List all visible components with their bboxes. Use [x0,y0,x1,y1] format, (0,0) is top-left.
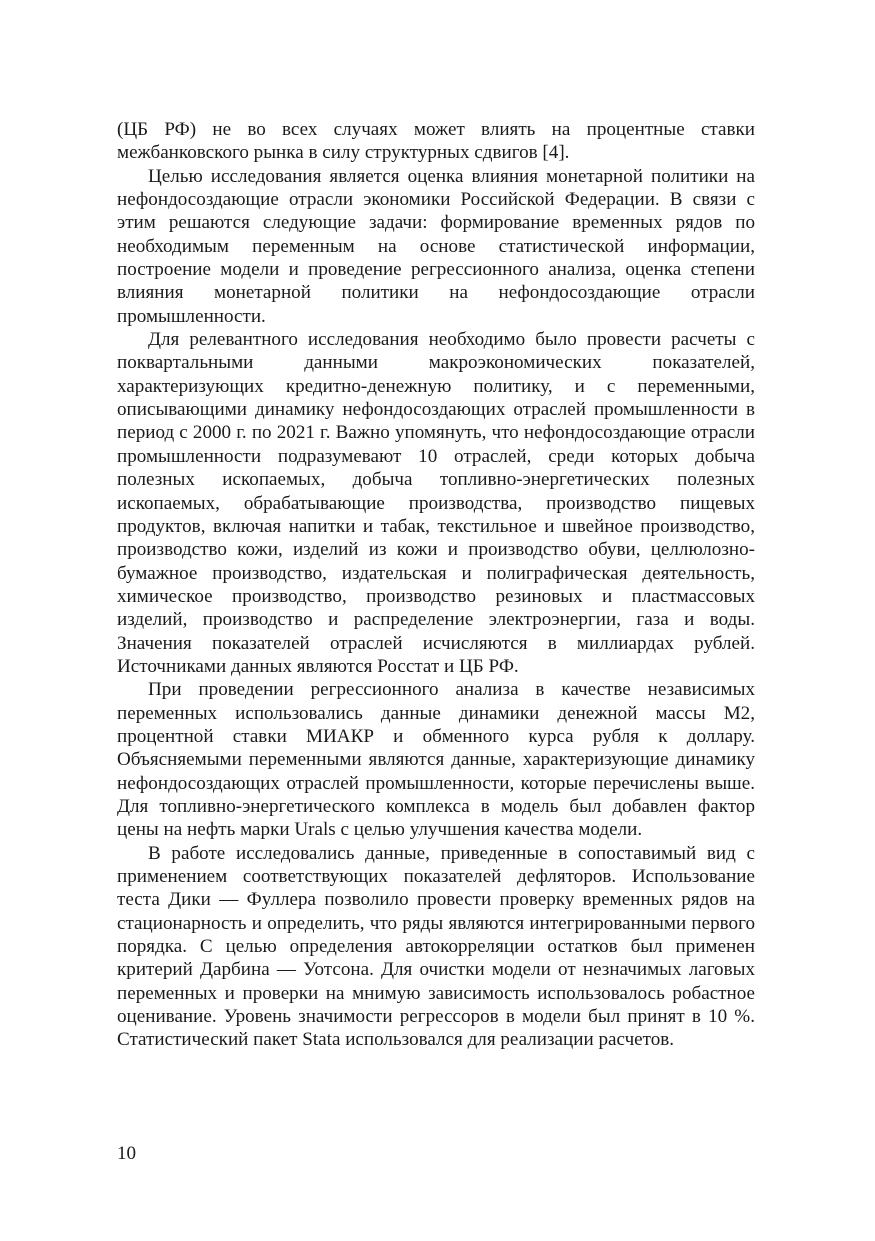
body-text [117,118,755,1052]
paragraph-methodology: В работе исследовались данные, приведенные в сопоставимый вид с применением соответствующих показателей дефляторов. Использование теста Дики — Фуллера позволило провести проверку временных рядов на стационарность и определить, что ряды являются интегрированными первого порядка. С целью определения автокорреляции остатков был применен критерий Дарбина — Уотсона. Для очистки модели от незначимых лаговых переменных и проверки на мнимую зависимость использовалось робастное оценивание. Уровень значимости регрессоров в модели был принят в 10 %. Статистический пакет Stata использовался для реализации расчетов. [117,842,755,1051]
paragraph-research-goal: Целью исследования является оценка влияния монетарной политики на нефондосоздающие отрасли экономики Российской Федерации. В связи с этим решаются следующие задачи: формирование временных рядов по необходимым переменным на основе статистической информации, построение модели и проведение регрессионного анализа, оценка степени влияния монетарной политики на нефондосоздающие отрасли промышленности. [117,165,755,327]
paragraph-data-description: Для релевантного исследования необходимо было провести расчеты с поквартальными данными макроэкономических показателей, характеризующих кредитно-денежную политику, и с переменными, описывающими динамику нефондосоздающих отраслей промышленности в период с 2000 г. по 2021 г. Важно упомянуть, что нефондосоздающие отрасли промышленности подразумевают 10 отраслей, среди которых добыча полезных ископаемых, добыча топливно-энергетических полезных ископаемых, обрабатывающие производства, производство пищевых продуктов, включая напитки и табак, текстильное и швейное производство, производство кожи, изделий из кожи и производство обуви, целлюлозно-бумажное производство, издательская и полиграфическая деятельность, химическое производство, производство резиновых и пластмассовых изделий, производство и распределение электроэнергии, газа и воды. Значения показателей отраслей исчисляются в миллиардах рублей. Источниками данных являются Росстат и ЦБ РФ. [117,329,755,677]
paragraph-continued: (ЦБ РФ) не во всех случаях может влиять на процентные ставки межбанковского рынка в силу структурных сдвигов [4]. [117,119,755,164]
paragraph-regression-variables: При проведении регрессионного анализа в качестве независимых переменных использовались данные динамики денежной массы М2, процентной ставки МИАКР и обменного курса рубля к доллару. Объясняемыми переменными являются данные, характеризующие динамику нефондосоздающих отраслей промышленности, которые перечислены выше. Для топливно-энергетического комплекса в модель был добавлен фактор цены на нефть марки Urals с целью улучшения качества модели. [117,679,755,841]
page-number: 10 [117,1143,137,1164]
